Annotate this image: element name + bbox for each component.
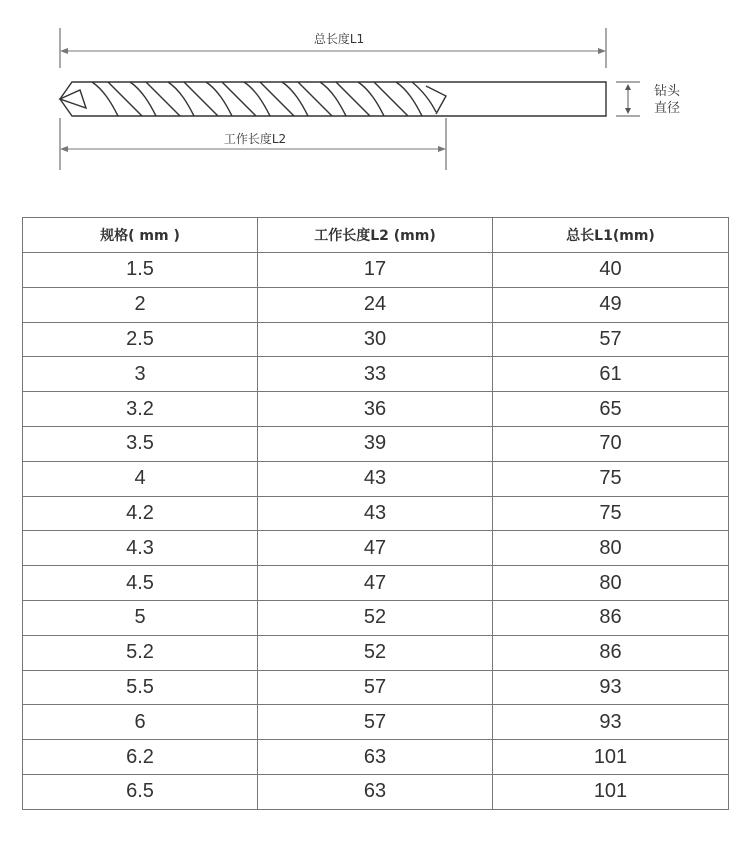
table-row — [23, 253, 729, 288]
drill-bit — [60, 82, 606, 116]
drill-bit-diagram — [0, 0, 750, 200]
table-row — [23, 635, 729, 670]
table-row — [23, 426, 729, 461]
bit-diameter-label-line2: 直径 — [654, 101, 681, 116]
cell-working-length: 39 — [258, 426, 493, 461]
table-header-row — [23, 218, 729, 253]
cell-working-length: 47 — [258, 531, 493, 566]
cell-size: 4.5 — [23, 566, 258, 601]
cell-total-length: 70 — [493, 426, 729, 461]
total-length-dimension — [60, 28, 606, 68]
cell-size: 6.5 — [23, 774, 258, 809]
cell-size: 4.3 — [23, 531, 258, 566]
cell-total-length: 65 — [493, 392, 729, 427]
table-row — [23, 670, 729, 705]
header-working-length: 工作长度L2 (mm) — [258, 218, 493, 253]
cell-working-length: 33 — [258, 357, 493, 392]
cell-size: 4.2 — [23, 496, 258, 531]
cell-working-length: 63 — [258, 740, 493, 775]
table-row — [23, 461, 729, 496]
cell-working-length: 52 — [258, 635, 493, 670]
cell-total-length: 75 — [493, 461, 729, 496]
cell-working-length: 30 — [258, 322, 493, 357]
diameter-dimension — [616, 82, 681, 116]
table-row — [23, 566, 729, 601]
cell-total-length: 101 — [493, 774, 729, 809]
header-total-length: 总长L1(mm) — [493, 218, 729, 253]
cell-size: 5.2 — [23, 635, 258, 670]
cell-size: 4 — [23, 461, 258, 496]
cell-working-length: 36 — [258, 392, 493, 427]
cell-total-length: 57 — [493, 322, 729, 357]
spec-table — [22, 217, 729, 810]
cell-size: 1.5 — [23, 253, 258, 288]
cell-working-length: 57 — [258, 670, 493, 705]
cell-total-length: 86 — [493, 600, 729, 635]
cell-size: 2.5 — [23, 322, 258, 357]
cell-working-length: 43 — [258, 461, 493, 496]
table-row — [23, 287, 729, 322]
cell-working-length: 52 — [258, 600, 493, 635]
cell-total-length: 101 — [493, 740, 729, 775]
total-length-label: 总长度L1 — [313, 32, 365, 46]
cell-working-length: 57 — [258, 705, 493, 740]
working-length-dimension — [60, 118, 446, 170]
cell-total-length: 80 — [493, 531, 729, 566]
cell-total-length: 61 — [493, 357, 729, 392]
cell-size: 6 — [23, 705, 258, 740]
bit-diameter-label-line1: 钻头 — [654, 84, 681, 99]
table-row — [23, 357, 729, 392]
cell-total-length: 93 — [493, 670, 729, 705]
table-row — [23, 600, 729, 635]
table-row — [23, 774, 729, 809]
cell-total-length: 49 — [493, 287, 729, 322]
cell-total-length: 40 — [493, 253, 729, 288]
cell-size: 3.5 — [23, 426, 258, 461]
cell-total-length: 75 — [493, 496, 729, 531]
table-row — [23, 496, 729, 531]
cell-size: 3.2 — [23, 392, 258, 427]
cell-size: 5.5 — [23, 670, 258, 705]
cell-working-length: 17 — [258, 253, 493, 288]
cell-working-length: 47 — [258, 566, 493, 601]
cell-total-length: 80 — [493, 566, 729, 601]
table-row — [23, 322, 729, 357]
cell-total-length: 86 — [493, 635, 729, 670]
cell-size: 5 — [23, 600, 258, 635]
table-row — [23, 705, 729, 740]
cell-size: 2 — [23, 287, 258, 322]
table-row — [23, 392, 729, 427]
cell-size: 3 — [23, 357, 258, 392]
cell-working-length: 63 — [258, 774, 493, 809]
cell-working-length: 24 — [258, 287, 493, 322]
working-length-label: 工作长度L2 — [223, 132, 287, 146]
header-size: 规格( mm ) — [23, 218, 258, 253]
table-row — [23, 740, 729, 775]
cell-size: 6.2 — [23, 740, 258, 775]
cell-working-length: 43 — [258, 496, 493, 531]
cell-total-length: 93 — [493, 705, 729, 740]
table-row — [23, 531, 729, 566]
